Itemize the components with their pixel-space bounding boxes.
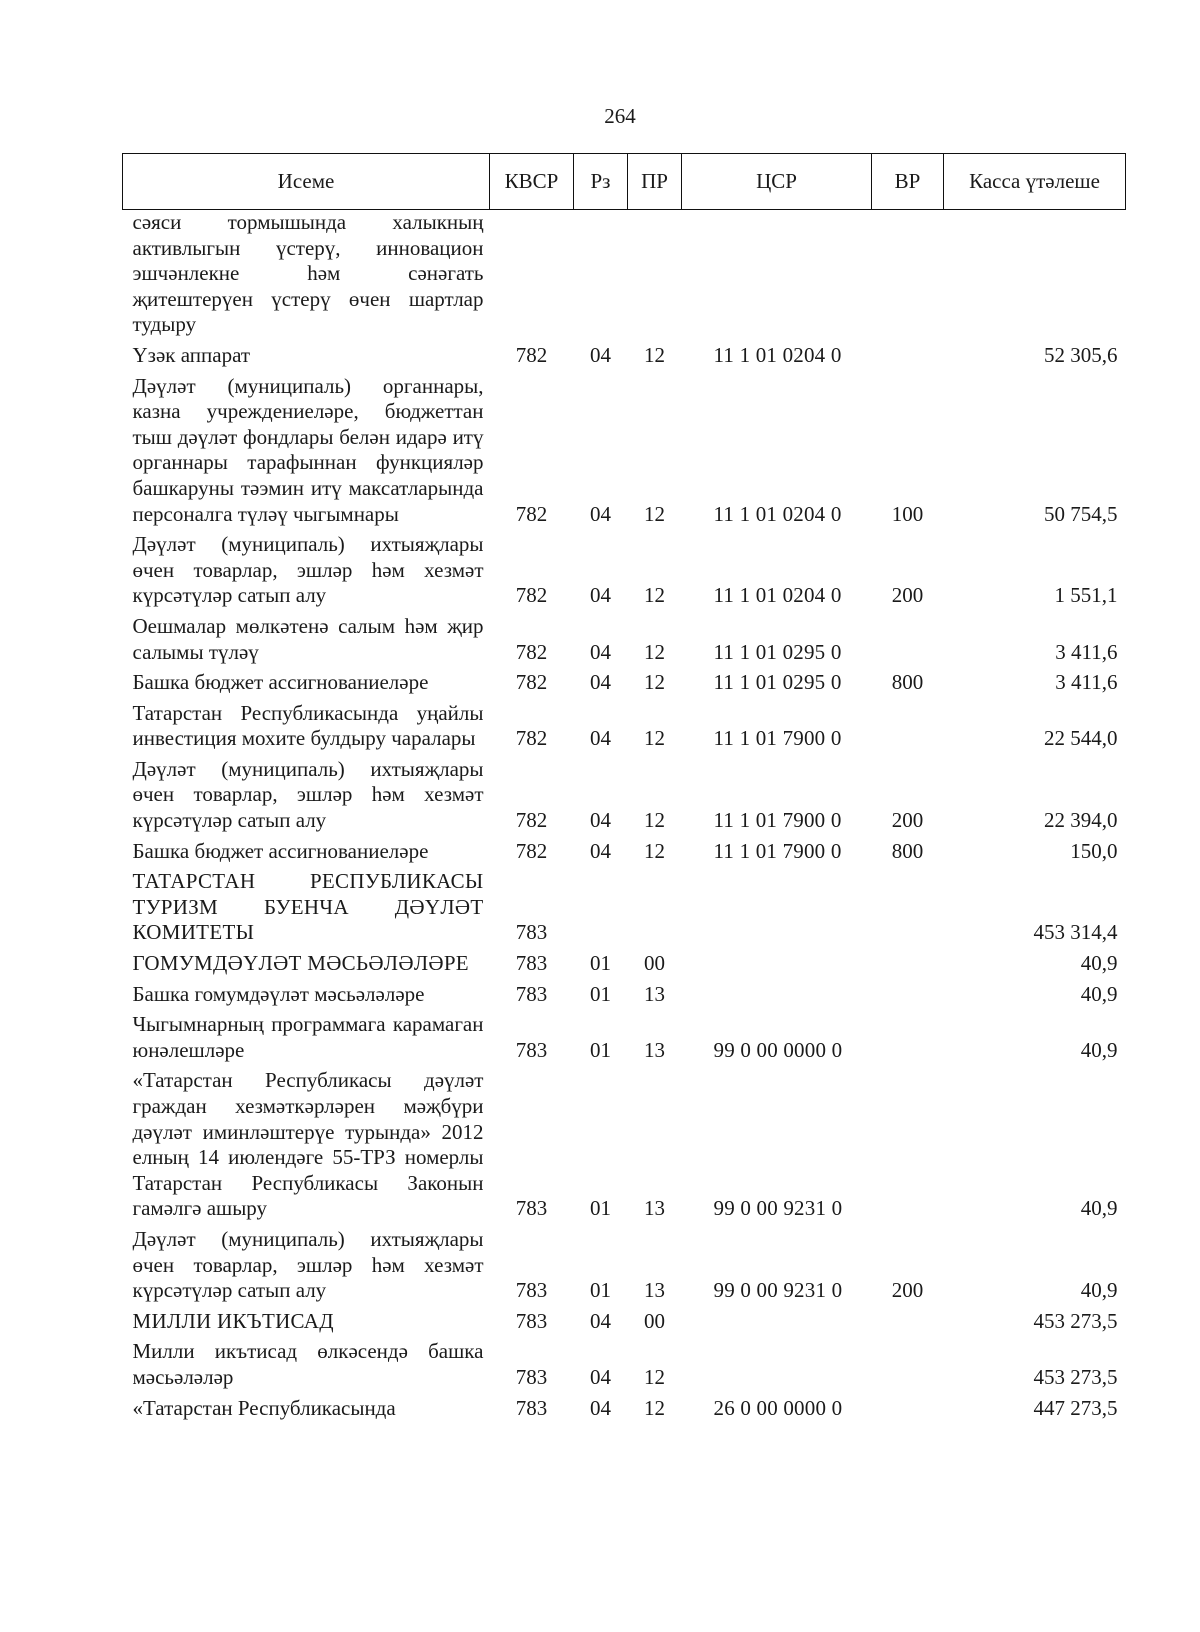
cell-sum: 40,9 (1080, 1037, 1118, 1062)
cell-rz: 04 (590, 639, 611, 664)
cell-kvsr: 782 (515, 583, 548, 608)
table-header (123, 154, 1126, 210)
cell-pr: 12 (644, 501, 665, 526)
table-row (123, 370, 1126, 529)
table-row (123, 1064, 1126, 1223)
cell-sum: 3 411,6 (1055, 670, 1118, 695)
cell-kvsr: 783 (515, 1395, 548, 1420)
table-body (123, 210, 1126, 1423)
cell-name: «Татарстан Республикасы дәүләт граждан хезмәткәрләрен мәҗбүри дәүләт иминләштерүе турында» 2012 елның 14 июлендәге 55-ТРЗ номерлы Татарстан Республикасы Законын гамәлгә ашыру (132, 1068, 484, 1221)
table-row (123, 210, 1126, 339)
cell-vr (872, 978, 944, 1009)
header-name: Исеме (123, 154, 490, 210)
cell-vr (872, 610, 944, 666)
cell-tsr: 11 1 01 0204 0 (713, 583, 842, 608)
cell-rz: 01 (590, 1196, 611, 1221)
cell-pr: 12 (644, 726, 665, 751)
cell-sum: 447 273,5 (1033, 1395, 1118, 1420)
cell-sum: 150,0 (1070, 838, 1118, 863)
cell-name: Чыгымнарның программага карамаган юнәлешләре (132, 1012, 484, 1062)
cell-name: Дәүләт (муниципаль) ихтыяҗлары өчен товарлар, эшләр һәм хезмәт күрсәтүләр сатып алу (132, 756, 484, 833)
table-row (123, 610, 1126, 666)
cell-rz (574, 865, 628, 947)
cell-rz: 04 (590, 808, 611, 833)
cell-tsr: 11 1 01 0204 0 (713, 342, 842, 367)
cell-sum: 40,9 (1080, 1278, 1118, 1303)
cell-tsr (682, 947, 872, 978)
cell-sum: 40,9 (1080, 981, 1118, 1006)
cell-tsr: 26 0 00 0000 0 (713, 1395, 843, 1420)
cell-pr: 13 (644, 1196, 665, 1221)
table-row (123, 528, 1126, 610)
cell-tsr (682, 210, 872, 339)
header-sum: Касса үтәлеше (944, 154, 1126, 210)
cell-vr (872, 1392, 944, 1423)
cell-rz: 04 (590, 501, 611, 526)
cell-tsr (682, 978, 872, 1009)
cell-tsr: 11 1 01 0295 0 (713, 639, 842, 664)
cell-vr (872, 865, 944, 947)
header-kvsr: КВСР (490, 154, 574, 210)
cell-rz: 04 (590, 726, 611, 751)
cell-pr: 12 (644, 583, 665, 608)
cell-kvsr: 783 (515, 1196, 548, 1221)
cell-tsr: 99 0 00 9231 0 (713, 1278, 843, 1303)
cell-pr: 12 (644, 639, 665, 664)
cell-tsr: 11 1 01 7900 0 (713, 838, 842, 863)
cell-kvsr: 783 (515, 1308, 548, 1333)
table-row (123, 947, 1126, 978)
cell-pr: 12 (644, 1364, 665, 1389)
cell-sum: 453 273,5 (1033, 1364, 1118, 1389)
cell-pr: 13 (644, 981, 665, 1006)
cell-sum: 52 305,6 (1044, 342, 1118, 367)
cell-kvsr: 782 (515, 342, 548, 367)
cell-pr: 12 (644, 670, 665, 695)
cell-tsr: 11 1 01 7900 0 (713, 726, 842, 751)
cell-name: Башка гомумдәүләт мәсьәләләре (132, 981, 425, 1006)
table-row (123, 1008, 1126, 1064)
cell-pr (628, 210, 682, 339)
cell-rz: 01 (590, 1278, 611, 1303)
cell-name: Дәүләт (муниципаль) органнары, казна учреждениеләре, бюджеттан тыш дәүләт фондлары белән идарә итү органнары тарафыннан функцияләр башкаруны тәэмин итү максатларында персоналга түләү чыгымнары (132, 373, 484, 526)
budget-table (122, 153, 1125, 1422)
cell-pr: 13 (644, 1037, 665, 1062)
cell-name: сәяси тормышында халыкның активлыгын үстерү, инновацион эшчәнлекне һәм сәнәгать җитештерүен үстерү өчен шартлар тудыру (132, 210, 484, 337)
cell-name: Дәүләт (муниципаль) ихтыяҗлары өчен товарлар, эшләр һәм хезмәт күрсәтүләр сатып алу (132, 532, 484, 608)
cell-tsr (682, 1335, 872, 1391)
page-number: 264 (604, 104, 636, 128)
table-row (123, 666, 1126, 697)
cell-rz: 01 (590, 951, 611, 976)
cell-sum (944, 210, 1126, 339)
cell-rz: 04 (590, 670, 611, 695)
table-row (123, 697, 1126, 753)
cell-kvsr: 783 (515, 1364, 548, 1389)
cell-tsr: 99 0 00 9231 0 (713, 1196, 843, 1221)
cell-rz: 04 (590, 1395, 611, 1420)
cell-name: Үзәк аппарат (132, 342, 251, 367)
cell-pr: 00 (644, 951, 665, 976)
cell-rz (574, 210, 628, 339)
table-row (123, 978, 1126, 1009)
cell-vr: 200 (891, 583, 924, 608)
cell-kvsr: 782 (515, 808, 548, 833)
header-vr: ВР (872, 154, 944, 210)
cell-sum: 1 551,1 (1054, 583, 1118, 608)
cell-rz: 01 (590, 981, 611, 1006)
cell-rz: 04 (590, 1308, 611, 1333)
table-row (123, 339, 1126, 370)
table-row (123, 1223, 1126, 1305)
cell-kvsr: 783 (515, 951, 548, 976)
cell-name: Милли икътисад өлкәсендә башка мәсьәләләр (132, 1339, 484, 1389)
table-row (123, 835, 1126, 866)
cell-tsr: 11 1 01 0204 0 (713, 501, 842, 526)
cell-kvsr: 782 (515, 639, 548, 664)
cell-rz: 04 (590, 838, 611, 863)
cell-sum: 40,9 (1080, 951, 1118, 976)
cell-sum: 453 273,5 (1033, 1308, 1118, 1333)
cell-pr (628, 865, 682, 947)
cell-rz: 04 (590, 1364, 611, 1389)
cell-name: «Татарстан Республикасында (132, 1395, 396, 1420)
cell-vr (872, 1305, 944, 1336)
cell-vr: 100 (891, 501, 924, 526)
header-rz: Рз (574, 154, 628, 210)
cell-vr (872, 210, 944, 339)
table-row (123, 1335, 1126, 1391)
cell-sum: 50 754,5 (1044, 501, 1118, 526)
cell-vr: 200 (891, 1278, 924, 1303)
cell-pr: 00 (644, 1308, 665, 1333)
cell-kvsr: 783 (515, 1278, 548, 1303)
cell-tsr (682, 865, 872, 947)
cell-vr (872, 1064, 944, 1223)
cell-vr (872, 697, 944, 753)
cell-name: Оешмалар мөлкәтенә салым һәм җир салымы түләү (132, 613, 484, 664)
cell-name: Дәүләт (муниципаль) ихтыяҗлары өчен товарлар, эшләр һәм хезмәт күрсәтүләр сатып алу (132, 1226, 484, 1303)
cell-pr: 12 (644, 342, 665, 367)
cell-kvsr: 783 (515, 981, 548, 1006)
cell-sum: 453 314,4 (1033, 920, 1118, 945)
cell-kvsr: 782 (515, 838, 548, 863)
cell-rz: 04 (590, 583, 611, 608)
cell-sum: 22 394,0 (1044, 808, 1118, 833)
cell-rz: 04 (590, 342, 611, 367)
cell-pr: 12 (644, 1395, 665, 1420)
cell-kvsr: 783 (515, 1037, 548, 1062)
cell-name: ТАТАРСТАН РЕСПУБЛИКАСЫ ТУРИЗМ БУЕНЧА ДӘҮЛӘТ КОМИТЕТЫ (132, 869, 484, 945)
cell-sum: 22 544,0 (1044, 726, 1118, 751)
cell-pr: 13 (644, 1278, 665, 1303)
table-row (123, 1392, 1126, 1423)
cell-kvsr (490, 210, 574, 339)
cell-tsr: 11 1 01 7900 0 (713, 808, 842, 833)
cell-vr (872, 947, 944, 978)
cell-vr: 200 (891, 808, 924, 833)
cell-name: Башка бюджет ассигнованиеләре (132, 838, 429, 863)
cell-pr: 12 (644, 808, 665, 833)
cell-kvsr: 782 (515, 670, 548, 695)
cell-sum: 40,9 (1080, 1196, 1118, 1221)
cell-sum: 3 411,6 (1055, 639, 1118, 664)
cell-vr: 800 (891, 670, 924, 695)
cell-vr: 800 (891, 838, 924, 863)
cell-vr (872, 1335, 944, 1391)
table-row (123, 753, 1126, 835)
cell-name: МИЛЛИ ИКЪТИСАД (132, 1308, 334, 1333)
cell-name: ГОМУМДӘҮЛӘТ МӘСЬӘЛӘЛӘРЕ (132, 951, 469, 976)
cell-vr (872, 1008, 944, 1064)
cell-tsr: 11 1 01 0295 0 (713, 670, 842, 695)
cell-tsr (682, 1305, 872, 1336)
header-pr: ПР (628, 154, 682, 210)
header-tsr: ЦСР (682, 154, 872, 210)
cell-kvsr: 782 (515, 501, 548, 526)
cell-tsr: 99 0 00 0000 0 (713, 1037, 843, 1062)
cell-vr (872, 339, 944, 370)
cell-kvsr: 783 (515, 920, 548, 945)
cell-pr: 12 (644, 838, 665, 863)
cell-kvsr: 782 (515, 726, 548, 751)
cell-name: Татарстан Республикасында уңайлы инвестиция мохите булдыру чаралары (132, 700, 484, 751)
table-row (123, 865, 1126, 947)
table-row (123, 1305, 1126, 1336)
cell-rz: 01 (590, 1037, 611, 1062)
cell-name: Башка бюджет ассигнованиеләре (132, 670, 429, 695)
